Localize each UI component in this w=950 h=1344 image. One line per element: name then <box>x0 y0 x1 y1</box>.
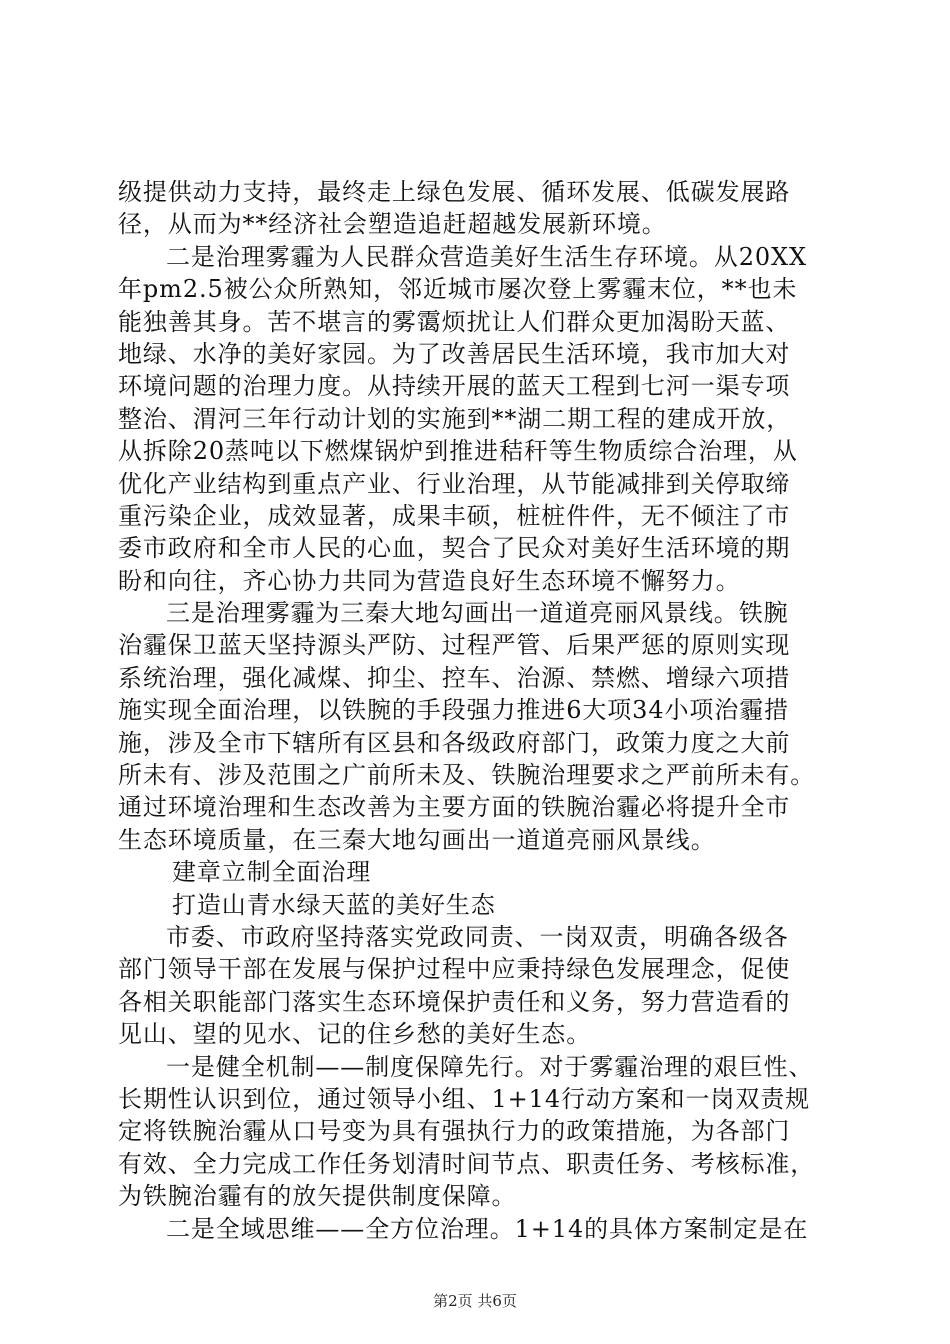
document-body <box>118 176 838 1245</box>
text-line: 部门领导干部在发展与保护过程中应秉持绿色发展理念，促使 <box>118 955 791 984</box>
section-heading: 建章立制全面治理 <box>172 858 372 887</box>
page-number-footer: 第2页 共6页 <box>433 1292 517 1310</box>
text-line: 有效、全力完成工作任务划清时间节点、职责任务、考核标准， <box>118 1149 816 1178</box>
text-line: 定将铁腕治霾从口号变为具有强执行力的政策措施，为各部门 <box>118 1117 791 1146</box>
text-line: 地绿、水净的美好家园。为了改善居民生活环境，我市加大对 <box>118 339 791 368</box>
text-line: 所未有、涉及范围之广前所未及、铁腕治理要求之严前所未有。 <box>118 761 816 790</box>
text-line: 治霾保卫蓝天坚持源头严防、过程严管、后果严惩的原则实现 <box>118 631 791 660</box>
text-line: 优化产业结构到重点产业、行业治理，从节能减排到关停取缔 <box>118 469 791 498</box>
text-line: 径，从而为**经济社会塑造追赶超越发展新环境。 <box>118 210 667 239</box>
text-line: 盼和向往，齐心协力共同为营造良好生态环境不懈努力。 <box>118 566 741 595</box>
text-line: 从拆除20蒸吨以下燃煤锅炉到推进秸秆等生物质综合治理，从 <box>118 437 798 466</box>
text-line: 环境问题的治理力度。从持续开展的蓝天工程到七河一渠专项 <box>118 372 791 401</box>
text-line: 重污染企业，成效显著，成果丰硕，桩桩件件，无不倾注了市 <box>118 501 791 530</box>
text-line: 整治、渭河三年行动计划的实施到**湖二期工程的建成开放， <box>118 404 792 433</box>
text-line: 生态环境质量，在三秦大地勾画出一道道亮丽风景线。 <box>118 825 716 854</box>
text-line: 施实现全面治理，以铁腕的手段强力推进6大项34小项治霾措 <box>118 696 790 725</box>
text-line: 委市政府和全市人民的心血，契合了民众对美好生活环境的期 <box>118 534 791 563</box>
text-line: 系统治理，强化减煤、抑尘、控车、治源、禁燃、增绿六项措 <box>118 663 791 692</box>
text-line: 年pm2.5被公众所熟知，邻近城市屡次登上雾霾末位，**也未 <box>118 275 798 304</box>
text-line: 见山、望的见水、记的住乡愁的美好生态。 <box>118 1020 592 1049</box>
text-line: 通过环境治理和生态改善为主要方面的铁腕治霾必将提升全市 <box>118 793 791 822</box>
text-line: 各相关职能部门落实生态环境保护责任和义务，努力营造看的 <box>118 987 791 1016</box>
paragraph-start-line: 一是健全机制——制度保障先行。对于雾霾治理的艰巨性、 <box>166 1052 814 1081</box>
text-line: 施，涉及全市下辖所有区县和各级政府部门，政策力度之大前 <box>118 728 791 757</box>
section-subheading: 打造山青水绿天蓝的美好生态 <box>172 890 496 919</box>
text-line: 长期性认识到位，通过领导小组、1+14行动方案和一岗双责规 <box>118 1084 811 1113</box>
text-line: 级提供动力支持，最终走上绿色发展、循环发展、低碳发展路 <box>118 178 791 206</box>
paragraph-start-line: 二是治理雾霾为人民群众营造美好生活生存环境。从20XX <box>166 242 808 271</box>
paragraph-start-line: 市委、市政府坚持落实党政同责、一岗双责，明确各级各 <box>166 922 789 951</box>
text-line: 为铁腕治霾有的放矢提供制度保障。 <box>118 1182 517 1211</box>
text-line: 能独善其身。苦不堪言的雾霭烦扰让人们群众更加渴盼天蓝、 <box>118 307 791 336</box>
paragraph-start-line: 三是治理雾霾为三秦大地勾画出一道道亮丽风景线。铁腕 <box>166 599 789 628</box>
paragraph-start-line: 二是全域思维——全方位治理。1+14的具体方案制定是在 <box>166 1214 809 1243</box>
